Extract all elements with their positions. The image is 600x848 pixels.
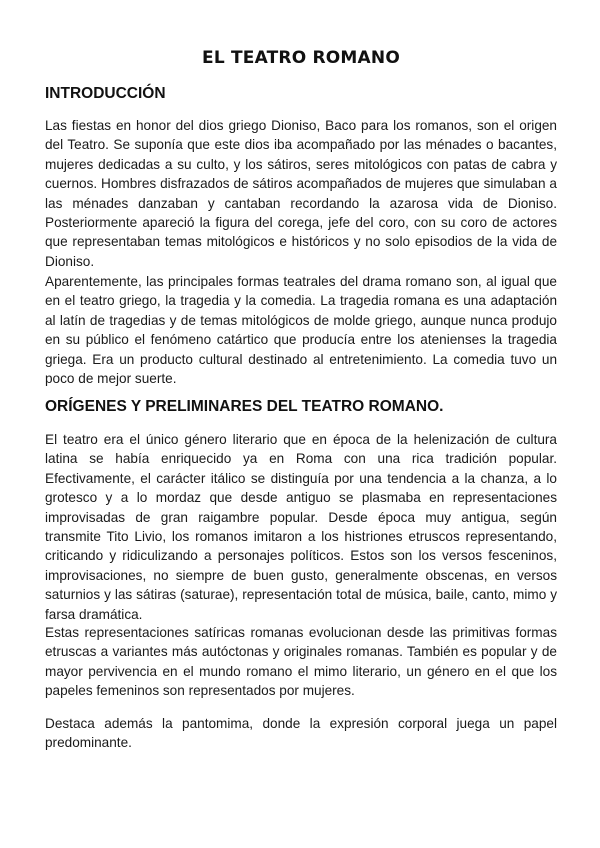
paragraph: Estas representaciones satíricas romanas evolucionan desde las primitivas formas etruscas a variantes más autóctonas y originales romanas. También es popular y de mayor pervivencia en el mundo romano el mimo literario, un género en el que los papeles femeninos son representados por mujeres. (45, 625, 557, 699)
section-heading-introduccion: INTRODUCCIÓN (45, 85, 166, 102)
document-title: EL TEATRO ROMANO (202, 48, 400, 68)
section-heading-origenes: ORÍGENES Y PRELIMINARES DEL TEATRO ROMANO. (45, 398, 444, 415)
paragraph: Destaca además la pantomima, donde la expresión corporal juega un papel predominante. (45, 716, 557, 751)
paragraph: El teatro era el único género literario que en época de la helenización de cultura latina se había enriquecido ya en Roma con una rica tradición popular. Efectivamente, el carácter itálico se distinguía por una tendencia a la chanza, a lo grotesco y a lo mordaz que desde antiguo se plasmaba en representaciones improvisadas de gran raigambre popular. Desde época muy antigua, según transmite Tito Livio, los romanos imitaron a los histriones etruscos representando, criticando y ridiculizando a personajes políticos. Estos son los versos fesceninos, improvisaciones, no siempre de buen gusto, generalmente obscenas, en versos saturnios y las sátiras (saturae), representación total de música, baile, canto, mimo y farsa dramática. (45, 432, 557, 622)
paragraph: Aparentemente, las principales formas teatrales del drama romano son, al igual que en el teatro griego, la tragedia y la comedia. La tragedia romana es una adaptación al latín de tragedias y de temas mitológicos de molde griego, aunque nunca produjo en su público el fenómeno catártico que producía entre los atenienses la tragedia griega. Era un producto cultural destinado al entretenimiento. La comedia tuvo un poco de mejor suerte. (45, 274, 557, 387)
paragraph: Las fiestas en honor del dios griego Dioniso, Baco para los romanos, son el origen del Teatro. Se suponía que este dios iba acompañado por las ménades o bacantes, mujeres dedicadas a su culto, y los sátiros, seres mitológicos con patas de cabra y cuernos. Hombres disfrazados de sátiros acompañados de mujeres que simulaban a las ménades danzaban y cantaban recordando la azarosa vida de Dioniso. Posteriormente apareció la figura del corega, jefe del coro, con su coro de actores que representaban temas mitológicos e históricos y no solo episodios de la vida de Dioniso. (45, 118, 557, 269)
